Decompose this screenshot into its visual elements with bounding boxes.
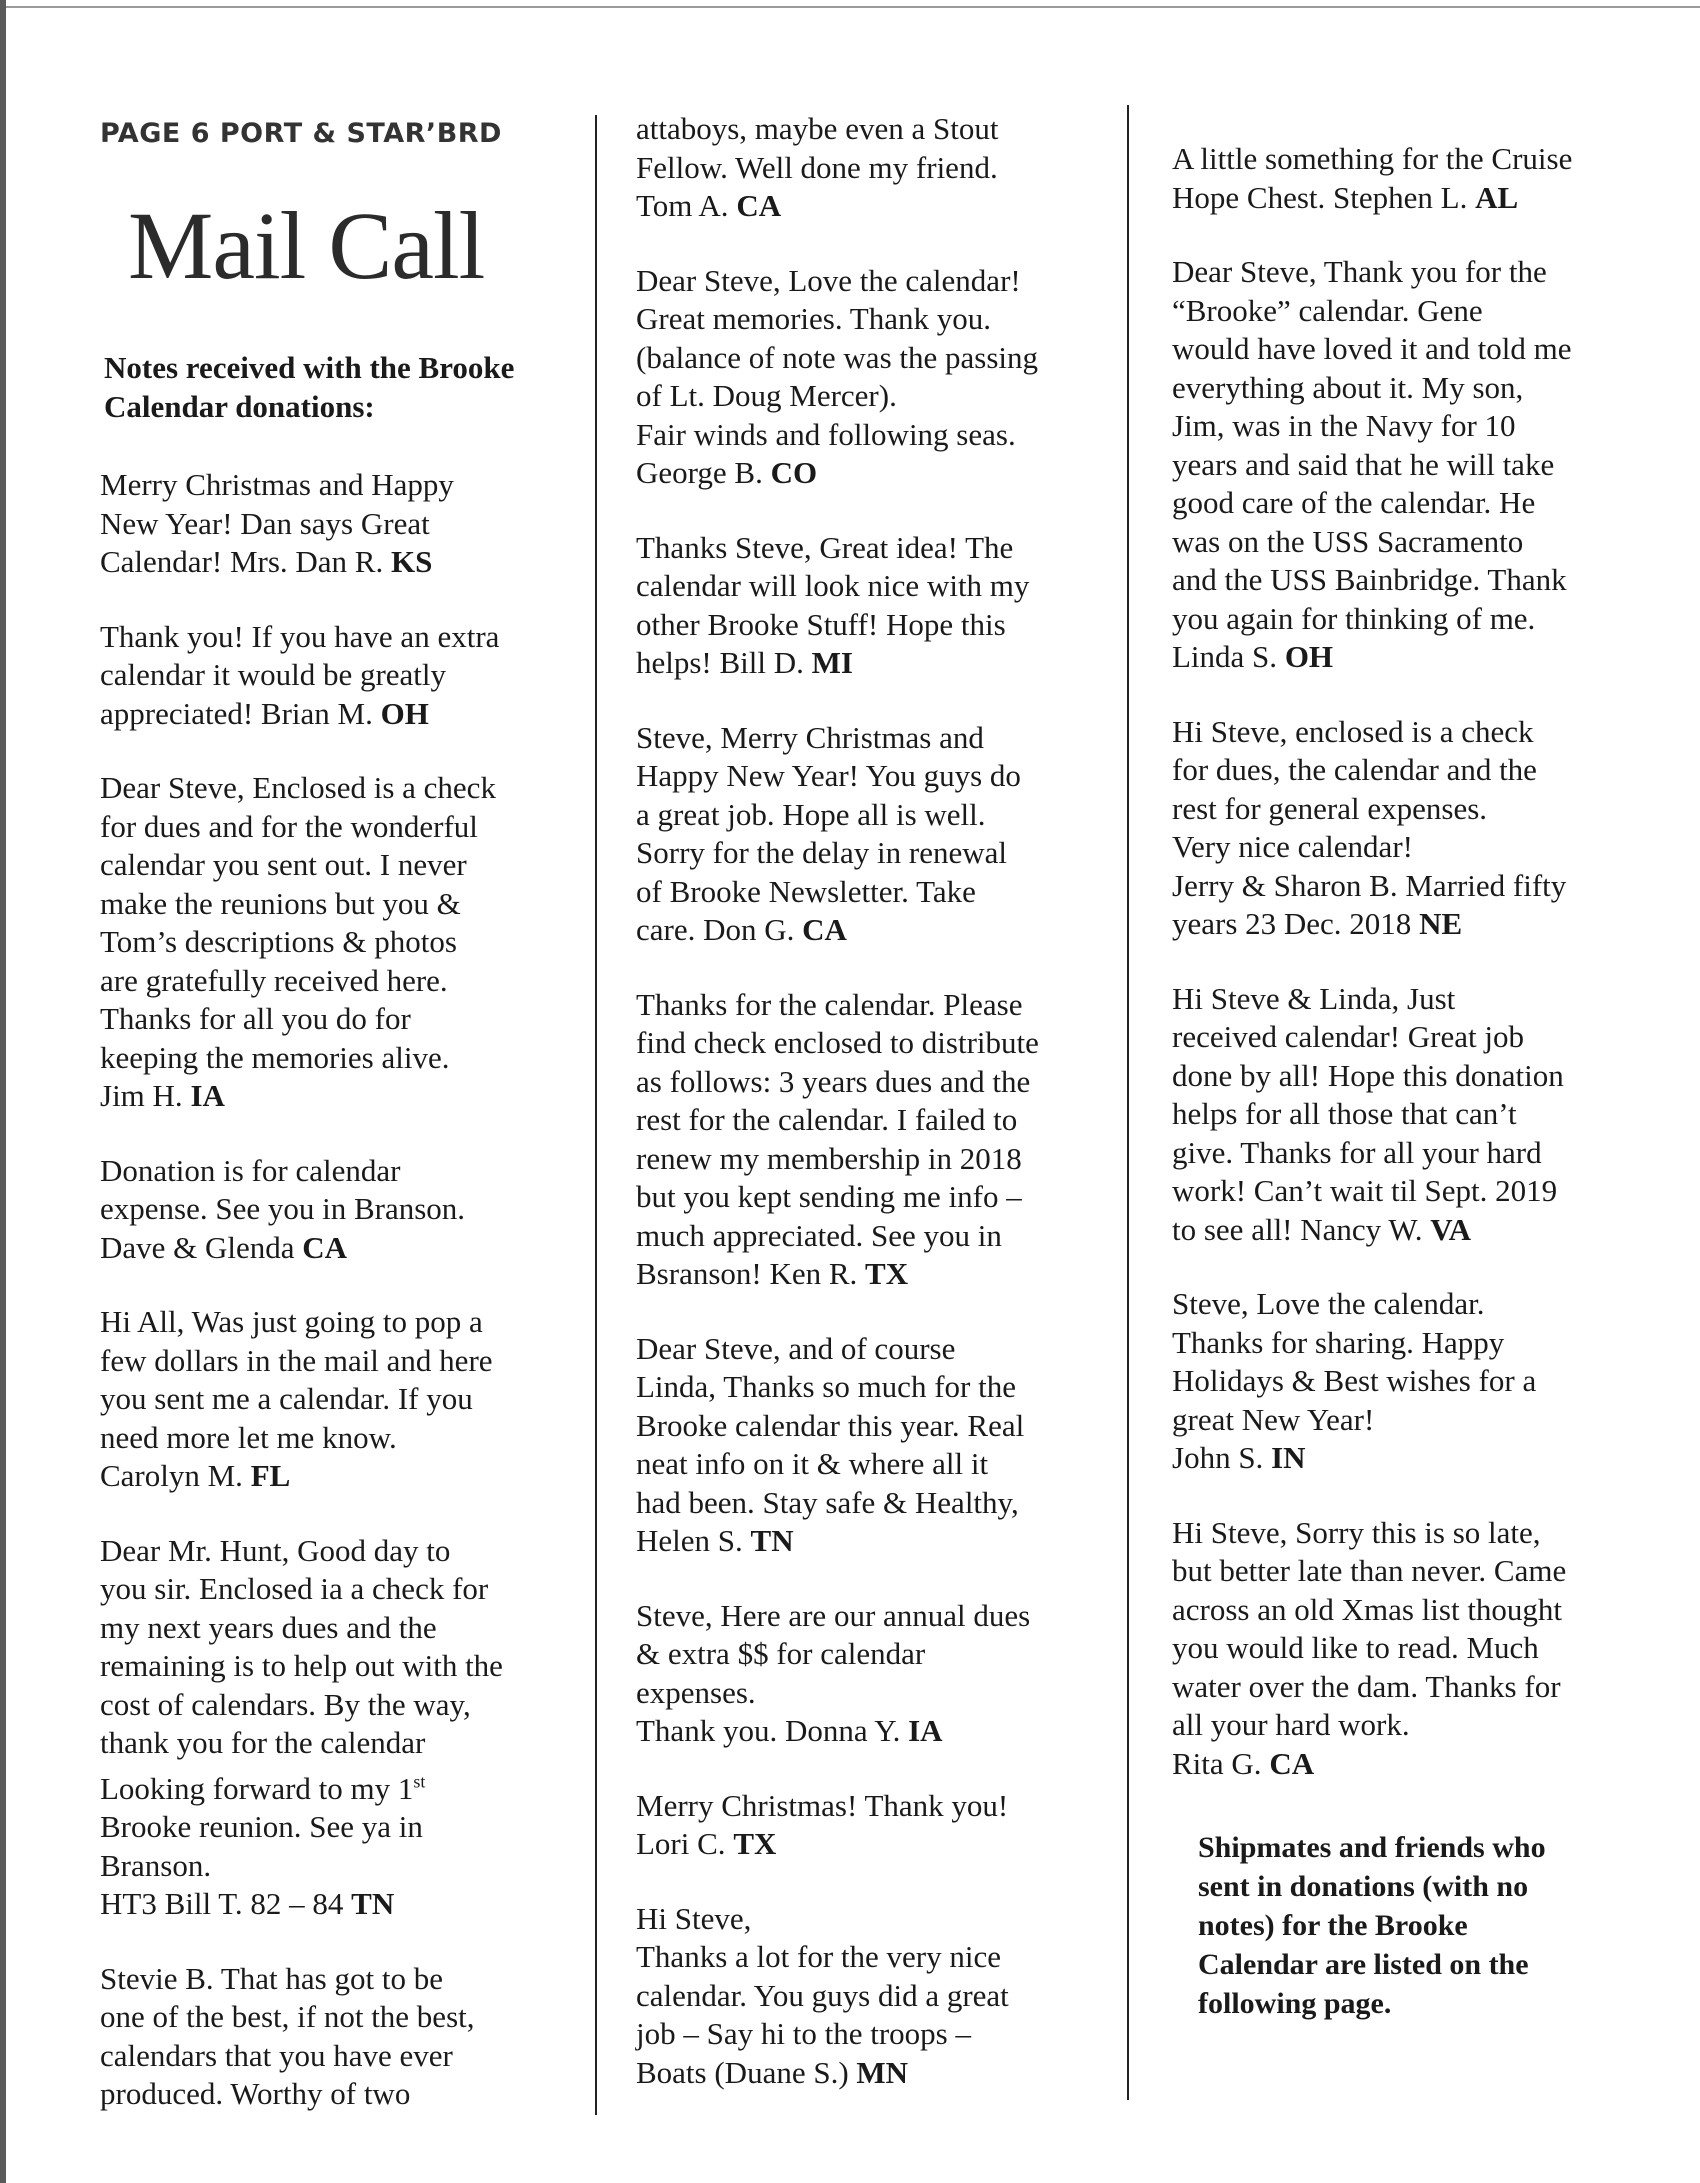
- mail-note: [636, 110, 1106, 226]
- note-text: A little something for the Cruise Hope Chest. Stephen L.: [1172, 141, 1573, 215]
- state-abbrev: NE: [1419, 906, 1463, 941]
- mail-note: [100, 1152, 570, 1268]
- note-text: Hi Steve & Linda, Just received calendar! Great job done by all! Hope this donation helps for all those that can’t give. Thanks for all your hard work! Can’t wait til Sept. 2019 to see all! Nancy W.: [1172, 980, 1564, 1247]
- note-text: Dear Steve, and of course Linda, Thanks so much for the Brooke calendar this year. Real neat info on it & where all it had been. Stay safe & Healthy, Helen S.: [636, 1330, 1025, 1558]
- note-text: Merry Christmas and Happy New Year! Dan says Great Calendar! Mrs. Dan R.: [100, 467, 454, 579]
- state-abbrev: CA: [1269, 1745, 1315, 1781]
- intro-heading: Notes received with the Brooke Calendar donations:: [104, 350, 515, 424]
- mail-note: [636, 986, 1106, 1294]
- note-text: Merry Christmas! Thank you! Lori C.: [636, 1787, 1009, 1861]
- state-abbrev: IA: [190, 1078, 225, 1113]
- mail-note: [636, 1330, 1106, 1561]
- state-abbrev: MI: [811, 645, 853, 680]
- note-text: Dear Mr. Hunt, Good day to you sir. Enclosed ia a check for my next years dues and the remaining is to help out with the cost of calendars. By the way, thank you for the calendar Looking forward to my 1st Brooke reunion. See ya in Branson. HT3 Bill T. 82 – 84: [100, 1532, 503, 1922]
- mail-note: [1172, 713, 1652, 944]
- notes-list: [100, 466, 570, 2150]
- mail-note: [636, 1597, 1106, 1751]
- mail-note: [636, 262, 1106, 493]
- page-title: Mail Call: [128, 192, 485, 299]
- notes-list: [636, 110, 1106, 2128]
- state-abbrev: CA: [302, 1229, 348, 1265]
- mail-note: [100, 1960, 570, 2114]
- mail-note: [100, 1532, 570, 1924]
- mail-note: [100, 618, 570, 734]
- note-text: attaboys, maybe even a Stout Fellow. Well done my friend. Tom A.: [636, 111, 999, 223]
- note-text: Dear Steve, Thank you for the “Brooke” calendar. Gene would have loved it and told me everything about it. My son, Jim, was in the Navy for 10 years and said that he will take good care of the calendar. He was on the USS Sacramento and the USS Bainbridge. Thank you again for thinking of me. Linda S.: [1172, 254, 1572, 674]
- mail-note: [100, 466, 570, 582]
- note-text: Thanks Steve, Great idea! The calendar will look nice with my other Brooke Stuff! Hope this helps! Bill D.: [636, 529, 1030, 680]
- column-divider-1: [595, 115, 597, 2115]
- note-text: Dear Steve, Love the calendar! Great memories. Thank you. (balance of note was the passing of Lt. Doug Mercer). Fair winds and following seas. George B.: [636, 262, 1039, 490]
- note-text: Hi Steve, Thanks a lot for the very nice calendar. You guys did a great job – Say hi to the troops – Boats (Duane S.): [636, 1900, 1009, 2090]
- notes-list: [1172, 140, 1652, 1819]
- state-abbrev: CA: [802, 912, 847, 947]
- note-text: Steve, Merry Christmas and Happy New Year! You guys do a great job. Hope all is well. Sorry for the delay in renewal of Brooke Newsletter. Take care. Don G.: [636, 719, 1021, 947]
- note-text: Hi All, Was just going to pop a few dollars in the mail and here you sent me a calendar. If you need more let me know. Carolyn M.: [100, 1304, 493, 1493]
- note-text: Thank you! If you have an extra calendar it would be greatly appreciated! Brian M.: [100, 618, 500, 731]
- state-abbrev: MN: [856, 2054, 909, 2090]
- state-abbrev: FL: [250, 1458, 291, 1493]
- state-abbrev: TX: [733, 1826, 777, 1861]
- closing-note: Shipmates and friends who sent in donations (with no notes) for the Brooke Calendar are listed on the following page.: [1198, 1831, 1546, 2020]
- note-text: Hi Steve, enclosed is a check for dues, the calendar and the rest for general expenses. Very nice calendar! Jerry & Sharon B. Married fifty years 23 Dec. 2018: [1172, 713, 1567, 941]
- state-abbrev: IA: [908, 1713, 943, 1748]
- state-abbrev: IN: [1271, 1440, 1306, 1475]
- state-abbrev: OH: [1284, 639, 1334, 674]
- note-text: Hi Steve, Sorry this is so late, but better late than never. Came across an old Xmas list thought you would like to read. Much water over the dam. Thanks for all your hard work. Rita G.: [1172, 1514, 1567, 1781]
- mail-note: [636, 1787, 1106, 1864]
- state-abbrev: TN: [750, 1523, 794, 1558]
- note-text: Steve, Love the calendar. Thanks for sharing. Happy Holidays & Best wishes for a great New Year! John S.: [1172, 1286, 1537, 1475]
- state-abbrev: VA: [1430, 1211, 1472, 1247]
- state-abbrev: AL: [1475, 179, 1519, 215]
- left-page-edge: [0, 0, 6, 2183]
- state-abbrev: CA: [736, 188, 782, 223]
- note-text: Donation is for calendar expense. See you in Branson. Dave & Glenda: [100, 1152, 466, 1265]
- top-border-line: [0, 6, 1700, 8]
- note-text: Thanks for the calendar. Please find check enclosed to distribute as follows: 3 years dues and the rest for the calendar. I failed to renew my membership in 2018 but you kept sending me info – much appreciated. See you in Bsranson! Ken R.: [636, 986, 1039, 1291]
- mail-note: [1172, 980, 1652, 1250]
- column-divider-2: [1127, 105, 1129, 2100]
- note-text: Dear Steve, Enclosed is a check for dues and for the wonderful calendar you sent out. I never make the reunions but you & Tom’s descriptions & photos are gratefully received here. Thanks for all you do for keeping the memories alive. Jim H.: [100, 770, 496, 1113]
- note-text: Stevie B. That has got to be one of the best, if not the best, calendars that you have ever produced. Worthy of two: [100, 1960, 475, 2112]
- state-abbrev: CO: [770, 455, 818, 490]
- mail-note: [636, 1900, 1106, 2093]
- mail-note: [1172, 140, 1652, 217]
- note-text: Steve, Here are our annual dues & extra $$ for calendar expenses. Thank you. Donna Y.: [636, 1597, 1031, 1748]
- mail-note: [636, 529, 1106, 683]
- mail-note: [1172, 1514, 1652, 1784]
- state-abbrev: TX: [865, 1256, 909, 1291]
- mail-note: [1172, 253, 1652, 677]
- mail-note: [636, 719, 1106, 950]
- page-label: PAGE 6 PORT & STAR’BRD: [100, 118, 502, 149]
- state-abbrev: KS: [391, 544, 433, 579]
- state-abbrev: OH: [380, 695, 429, 731]
- mail-note: [1172, 1285, 1652, 1478]
- mail-note: [100, 769, 570, 1116]
- mail-note: [100, 1303, 570, 1496]
- state-abbrev: TN: [351, 1886, 395, 1922]
